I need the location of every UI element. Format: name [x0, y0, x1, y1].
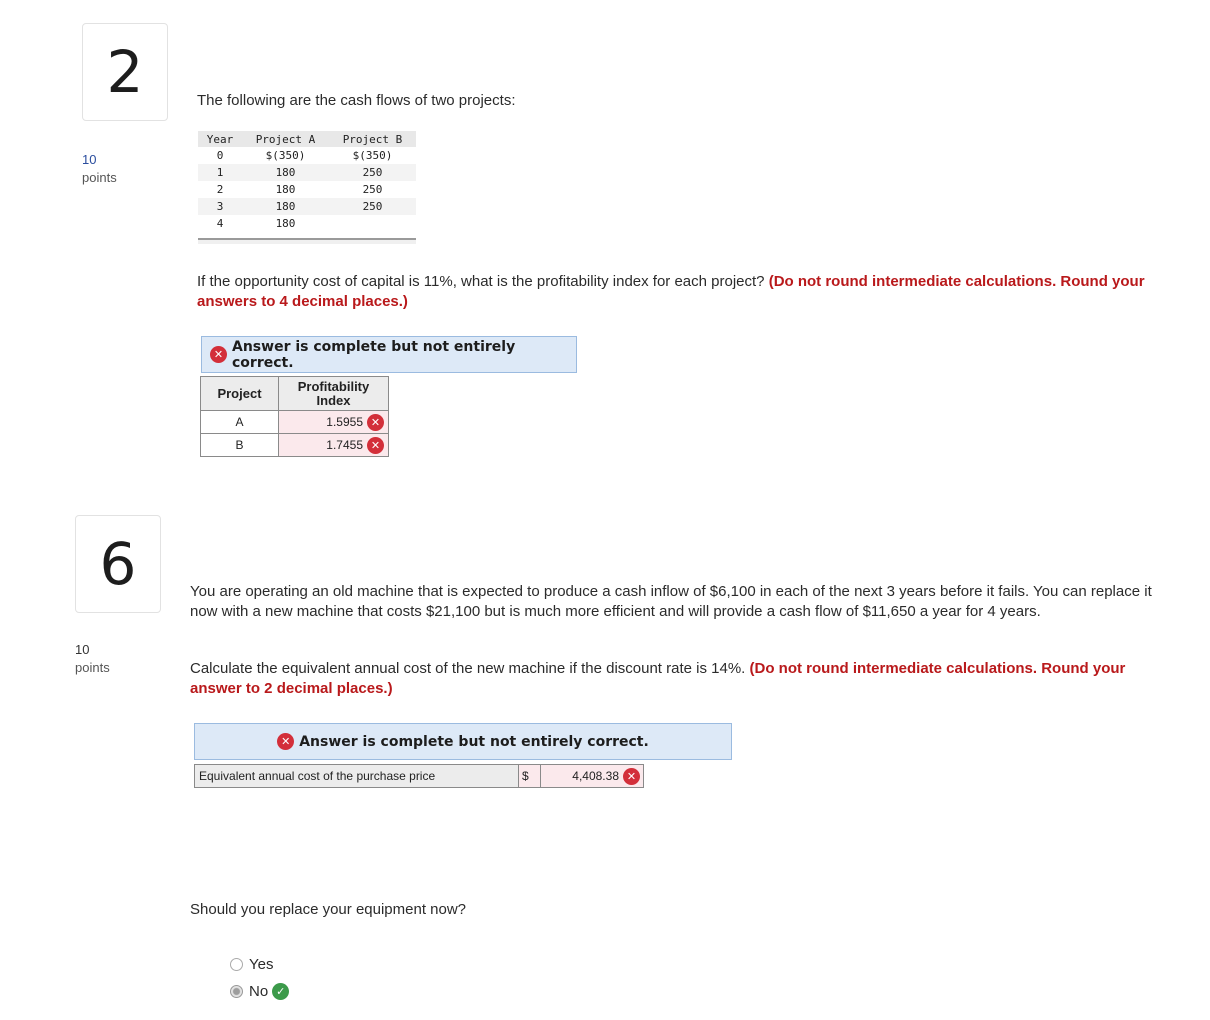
- question-body: Calculate the equivalent annual cost of the new machine if the discount rate is 14%.: [190, 660, 750, 677]
- cell-project-b: 250: [329, 198, 416, 215]
- eac-answer-row: [194, 764, 644, 788]
- cell-project: A: [201, 411, 279, 434]
- question-points-6: [75, 641, 110, 677]
- cell-year: 2: [216, 183, 224, 196]
- replace-question: Should you replace your equipment now?: [190, 901, 467, 918]
- cell-project-a: $(350): [265, 149, 306, 162]
- answer-status-banner: [194, 723, 732, 760]
- cash-flow-table: [198, 131, 416, 232]
- cell-year: 4: [216, 217, 224, 230]
- question-number-2: [82, 23, 168, 121]
- cell-year: 3: [198, 198, 242, 215]
- pi-value: 1.7455: [326, 438, 363, 452]
- x-circle-icon: ✕: [623, 768, 640, 785]
- question-number-text: 2: [106, 38, 144, 106]
- points-value: 10: [75, 642, 90, 657]
- profitability-index-table: [200, 376, 389, 457]
- cell-project-b: 250: [362, 183, 383, 196]
- eac-answer-input[interactable]: [540, 764, 644, 788]
- question-text: [197, 272, 1187, 312]
- table-row: [198, 164, 416, 181]
- table-row: [198, 198, 416, 215]
- points-label: points: [75, 660, 110, 675]
- points-label: points: [82, 170, 117, 185]
- radio-no[interactable]: [230, 985, 243, 998]
- x-circle-icon: ✕: [367, 414, 384, 431]
- table-row: [201, 411, 389, 434]
- question-intro: The following are the cash flows of two projects:: [197, 92, 516, 109]
- x-circle-icon: ✕: [277, 733, 294, 750]
- header-project: Project: [201, 377, 279, 411]
- radio-yes[interactable]: [230, 958, 243, 971]
- option-label: Yes: [249, 956, 274, 973]
- eac-currency: $: [518, 764, 540, 788]
- header-project-b: Project B: [329, 131, 416, 147]
- x-circle-icon: ✕: [367, 437, 384, 454]
- cell-project: B: [201, 434, 279, 457]
- table-row: [201, 434, 389, 457]
- cell-year: 0: [216, 149, 224, 162]
- question-number-6: [75, 515, 161, 613]
- x-circle-icon: ✕: [210, 346, 227, 363]
- question-instruction: (Do not round intermediate calculations. Round your answers to 4 decimal places.): [197, 273, 1145, 310]
- answer-status-banner: [201, 336, 577, 373]
- cash-flow-table-footer: [198, 238, 416, 244]
- pi-header-row: [201, 377, 389, 411]
- question-points-2: [82, 151, 117, 187]
- check-circle-icon: ✓: [272, 983, 289, 1000]
- question-instruction: (Do not round intermediate calculations. Round your answer to 2 decimal places.): [190, 660, 1126, 697]
- table-row: [198, 147, 416, 164]
- points-value: 10: [82, 152, 97, 167]
- pi-answer-b[interactable]: [279, 434, 389, 457]
- cell-project-b: [329, 215, 416, 232]
- cash-flow-header-row: [198, 131, 416, 147]
- cell-project-b: 250: [329, 164, 416, 181]
- question-body: If the opportunity cost of capital is 11%, what is the profitability index for each project?: [197, 273, 769, 290]
- cell-project-a: 180: [275, 183, 296, 196]
- question-number-text: 6: [99, 530, 137, 598]
- option-yes[interactable]: [230, 956, 273, 973]
- pi-answer-a[interactable]: [279, 411, 389, 434]
- cell-project-a: 180: [275, 217, 296, 230]
- header-year: Year: [198, 131, 242, 147]
- cell-year: 1: [198, 164, 242, 181]
- pi-value: 1.5955: [326, 415, 363, 429]
- eac-value: 4,408.38: [572, 769, 619, 783]
- table-row: [198, 181, 416, 198]
- header-profitability-index: Profitability Index: [279, 377, 389, 411]
- header-project-a: Project A: [242, 131, 329, 147]
- option-no[interactable]: [230, 983, 289, 1000]
- question-paragraph: You are operating an old machine that is expected to produce a cash inflow of $6,100 in each of the next 3 years before it fails. You can replace it now with a new machine that costs $21,100 but is much more efficient and will provide a cash flow of $11,650 a year for 4 years.: [190, 583, 1152, 620]
- cell-project-a: 180: [242, 164, 329, 181]
- option-label: No: [249, 983, 269, 1000]
- eac-label: Equivalent annual cost of the purchase price: [194, 764, 518, 788]
- answer-status-text: Answer is complete but not entirely correct.: [299, 733, 649, 750]
- table-row: [198, 215, 416, 232]
- cell-project-a: 180: [242, 198, 329, 215]
- cell-project-b: $(350): [352, 149, 393, 162]
- question-text: [190, 659, 1180, 699]
- answer-status-text: Answer is complete but not entirely correct.: [232, 338, 516, 371]
